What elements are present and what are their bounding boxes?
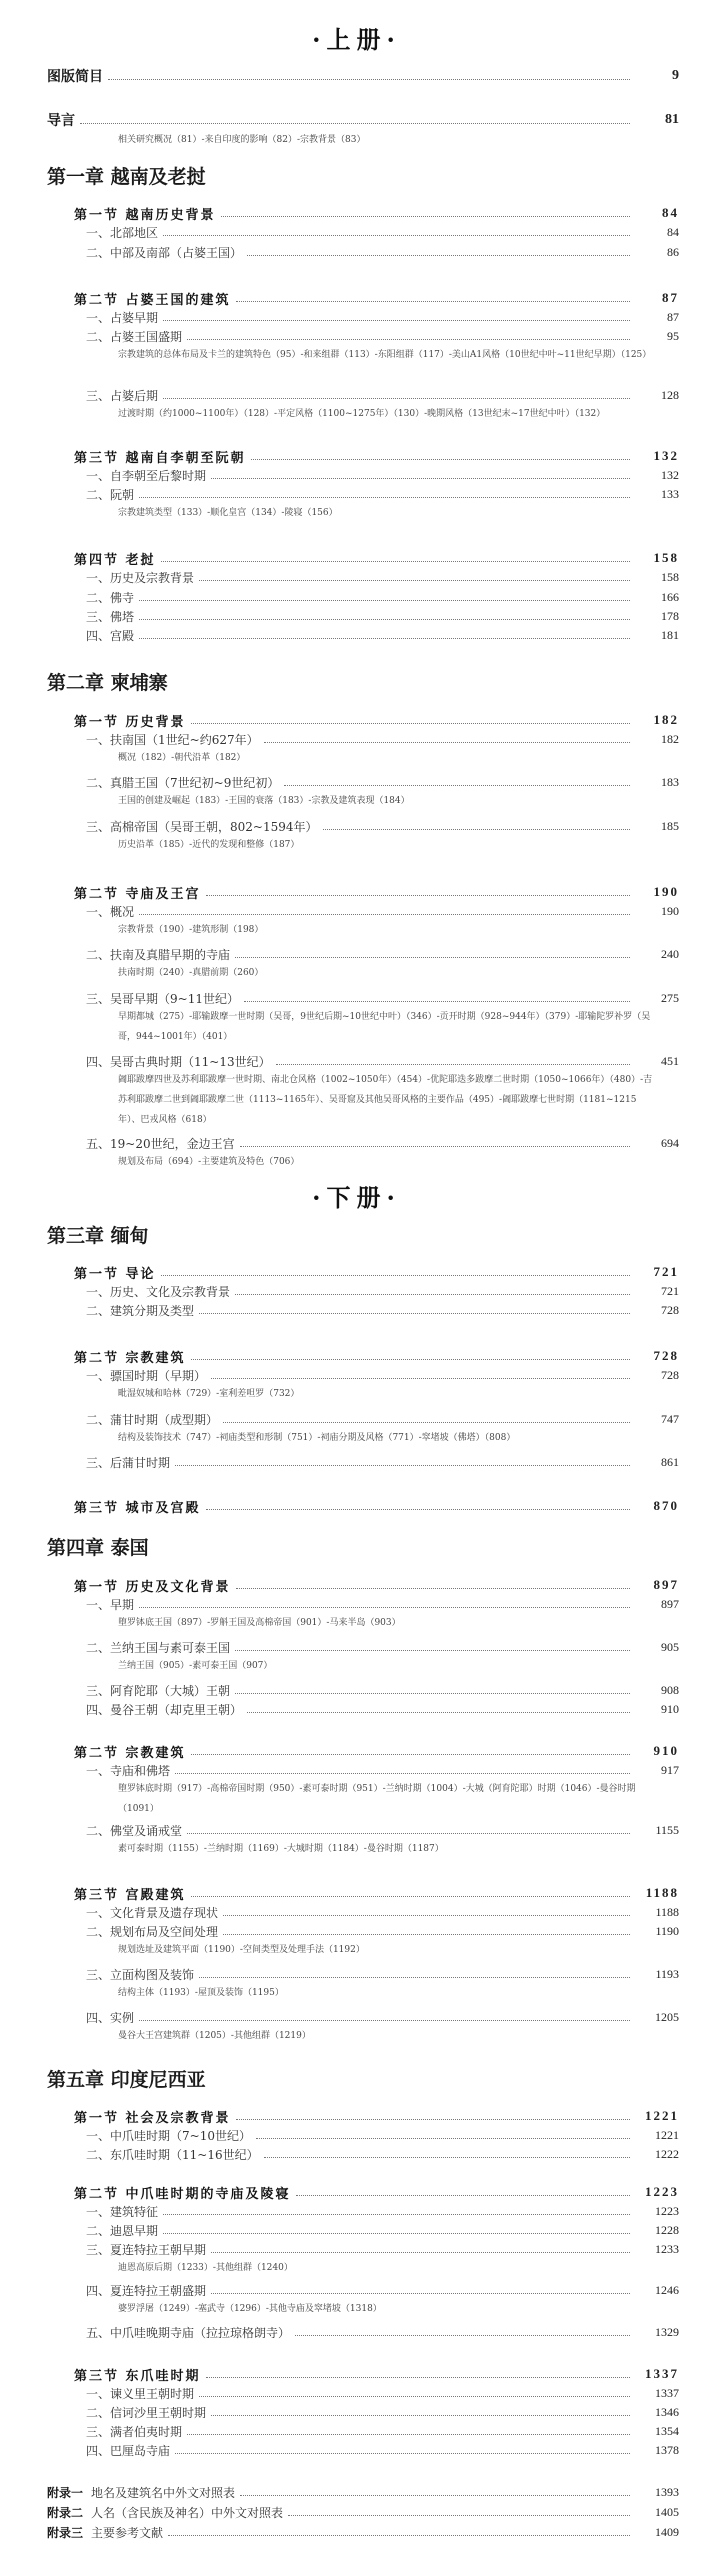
toc-entry-plates[interactable] [47,66,679,86]
subsection-title: 三、阿育陀耶（大城）王朝 [86,1683,231,1698]
section-heading[interactable] [74,1883,679,1903]
entry-title: 图版简目 [47,69,103,85]
subsection-title: 一、占婆早期 [86,310,159,325]
subsection-title: 四、实例 [86,2010,135,2025]
page-number: 728 [661,1367,679,1382]
page-number: 128 [661,387,679,402]
page-number: 1393 [655,2484,679,2499]
subsection-title: 三、满者伯夷时期 [86,2424,183,2439]
entry-note: 宗教建筑类型（133）-顺化皇宫（134）-陵寝（156） [118,508,338,518]
page-number: 183 [661,774,679,789]
page-number: 1329 [655,2324,679,2339]
entry-note: 素可泰时期（1155）-兰纳时期（1169）-大城时期（1184）-曼谷时期（1187） [118,1844,444,1854]
page-number: 861 [661,1454,679,1469]
appendix-title: 人名（含民族及神名）中外文对照表 [91,2505,284,2520]
subsection-title: 二、阮朝 [86,487,135,502]
page-number: 905 [661,1639,679,1654]
subsection-title: 一、建筑特征 [86,2204,159,2219]
entry-note: 阇耶跋摩四世及苏利耶跋摩一世时期、南北仓风格（1002~1050年）（454）-优陀耶迭多跋摩二世时期（1050~1066年）（480）-吉苏利耶跋摩二世到阇耶跋摩二世（1113~1165年）、吴哥窟及其他吴哥风格的主要作品（495）-阇耶跋摩七世时期（1181~1215年）、巴戎风格（618） [118,1075,653,1125]
section-title: 第三节 城市及宫殿 [74,1500,201,1516]
page-number: 84 [667,224,679,239]
section-title: 第三节 越南自李朝至阮朝 [74,450,246,466]
subsection-entry[interactable] [86,2125,679,2145]
page-number: 1337 [655,2385,679,2400]
entry-note: 历史沿革（185）-近代的发现和整修（187） [118,840,300,850]
subsection-title: 四、宫殿 [86,628,135,643]
entry-note: 王国的创建及崛起（183）-王国的衰落（183）-宗教及建筑表现（184） [118,796,410,806]
section-heading[interactable] [74,1262,679,1282]
subsection-title: 二、占婆王国盛期 [86,329,183,344]
subsection-entry[interactable] [86,2383,679,2403]
subsection-title: 一、寺庙和佛塔 [86,1763,171,1778]
entry-note: 迪恩高原后期（1233）-其他组群（1240） [118,2263,293,2273]
subsection-entry[interactable] [86,772,679,792]
section-title: 第二节 占婆王国的建筑 [74,292,231,308]
subsection-title: 三、立面构图及装饰 [86,1967,195,1982]
subsection-title: 二、真腊王国（7世纪初~9世纪初） [86,775,280,790]
chapter-title: 第四章 泰国 [47,1536,149,1559]
subsection-title: 四、曼谷王朝（却克里王朝） [86,1702,243,1717]
page-number: 1221 [645,2108,679,2123]
page-number: 870 [653,1498,679,1513]
section-title: 第一节 社会及宗教背景 [74,2110,231,2126]
subsection-entry[interactable] [86,222,679,242]
entry-note: 早期都城（275）-耶输跋摩一世时期（吴哥，9世纪后期~10世纪中叶）（346）-贡开时期（928~944年）（379）-耶输陀罗补罗（吴哥，944~1001年）（401） [118,1012,651,1042]
section-title: 第一节 历史背景 [74,714,186,730]
entry-note: 扶南时期（240）-真腊前期（260） [118,968,264,978]
subsection-entry[interactable] [86,1964,679,1984]
page-number: 1246 [655,2282,679,2297]
subsection-title: 二、东爪哇时期（11~16世纪） [86,2147,259,2162]
volume-heading-up [0,22,713,52]
section-heading[interactable] [74,1496,679,1516]
subsection-entry[interactable] [86,1281,679,1301]
page-number: 166 [661,589,679,604]
subsection-title: 二、佛寺 [86,590,135,605]
entry-note: 概况（182）-朝代沿革（182） [118,753,246,763]
entry-title: 导言 [47,113,75,129]
page-number: 133 [661,486,679,501]
entry-note: 宗教背景（190）-建筑形制（198） [118,925,264,935]
subsection-title: 一、历史、文化及宗教背景 [86,1284,231,1299]
page-number: 87 [662,290,679,305]
page-number: 1223 [645,2184,679,2199]
subsection-entry[interactable] [86,1680,679,1700]
page-number: 910 [661,1701,679,1716]
entry-note: 婆罗浮屠（1249）-塞武寺（1296）-其他寺庙及窣堵坡（1318） [118,2304,382,2314]
page-number: 897 [653,1577,679,1592]
subsection-title: 一、北部地区 [86,225,159,240]
section-title: 第一节 导论 [74,1266,156,1282]
subsection-title: 二、扶南及真腊早期的寺庙 [86,947,231,962]
subsection-entry[interactable] [86,2421,679,2441]
entry-note: 规划及布局（694）-主要建筑及特色（706） [118,1157,300,1167]
subsection-title: 一、骠国时期（早期） [86,1368,207,1383]
appendix-title: 地名及建筑名中外文对照表 [91,2485,236,2500]
page-number: 178 [661,608,679,623]
section-title: 第四节 老挝 [74,552,156,568]
appendix-entry[interactable] [47,2502,679,2522]
chapter-1-title[interactable] [47,162,679,188]
page-number: 910 [653,1743,679,1758]
subsection-entry[interactable] [86,729,679,749]
page-number: 917 [661,1762,679,1777]
page-number: 81 [665,112,679,127]
volume-title: ·下册· [312,1182,401,1212]
page-number: 190 [661,903,679,918]
section-title: 第二节 寺庙及王宫 [74,886,201,902]
page-number: 728 [653,1348,679,1363]
subsection-entry[interactable] [86,1594,679,1614]
page-number: 181 [661,627,679,642]
chapter-title: 第二章 柬埔寨 [47,671,168,694]
subsection-entry[interactable] [86,307,679,327]
subsection-entry[interactable] [86,2144,679,2164]
subsection-entry[interactable] [86,2322,679,2342]
page-number: 95 [667,328,679,343]
subsection-title: 三、高棉帝国（吴哥王朝，802~1594年） [86,819,318,834]
chapter-title: 第五章 印度尼西亚 [47,2068,206,2091]
subsection-entry[interactable] [86,901,679,921]
page-number: 182 [661,731,679,746]
subsection-entry[interactable] [86,1452,679,1472]
subsection-title: 三、后蒲甘时期 [86,1455,171,1470]
section-heading[interactable] [74,1575,679,1595]
chapter-4-title[interactable] [47,1533,679,1559]
page-number: 897 [661,1596,679,1611]
subsection-title: 一、历史及宗教背景 [86,570,195,585]
page-number: 275 [661,990,679,1005]
toc-entry-intro[interactable] [47,110,679,130]
section-title: 第一节 越南历史背景 [74,207,216,223]
subsection-title: 二、中部及南部（占婆王国） [86,245,243,260]
appendix-label: 附录三 [47,2525,84,2540]
section-title: 第二节 宗教建筑 [74,1350,186,1366]
entry-note: 堕罗钵底王国（897）-罗斛王国及高棉帝国（901）-马来半岛（903） [118,1618,401,1628]
page-number: 908 [661,1682,679,1697]
subsection-entry[interactable] [86,2280,679,2300]
page-number: 1378 [655,2442,679,2457]
subsection-entry[interactable] [86,1699,679,1719]
subsection-title: 三、吴哥早期（9~11世纪） [86,991,239,1006]
page-number: 728 [661,1302,679,1317]
subsection-entry[interactable] [86,1760,679,1780]
subsection-entry[interactable] [86,326,679,346]
subsection-title: 四、夏连特拉王朝盛期 [86,2283,207,2298]
section-heading[interactable] [74,203,679,223]
page-number: 87 [667,309,679,324]
subsection-entry[interactable] [86,988,679,1008]
section-heading[interactable] [74,882,679,902]
subsection-entry[interactable] [86,2402,679,2422]
page-number: 1223 [655,2203,679,2218]
chapter-5-title[interactable] [47,2065,679,2091]
section-title: 第二节 宗教建筑 [74,1745,186,1761]
page-number: 9 [672,68,679,83]
subsection-entry[interactable] [86,2440,679,2460]
page-number: 132 [653,448,679,463]
entry-note: 曼谷大王宫建筑群（1205）-其他组群（1219） [118,2031,311,2041]
subsection-entry[interactable] [86,242,679,262]
page-number: 132 [661,467,679,482]
subsection-entry[interactable] [86,1820,679,1840]
section-heading[interactable] [74,1346,679,1366]
page-number: 694 [661,1135,679,1150]
subsection-entry[interactable] [86,2007,679,2027]
entry-note: 兰纳王国（905）-素可泰王国（907） [118,1661,273,1671]
subsection-entry[interactable] [86,2201,679,2221]
subsection-title: 四、巴厘岛寺庙 [86,2443,171,2458]
chapter-3-title[interactable] [47,1221,679,1247]
subsection-entry[interactable] [86,625,679,645]
subsection-title: 一、扶南国（1世纪~约627年） [86,732,259,747]
subsection-title: 四、吴哥古典时期（11~13世纪） [86,1054,271,1069]
section-heading[interactable] [74,288,679,308]
subsection-title: 二、规划布局及空间处理 [86,1924,219,1939]
subsection-entry[interactable] [86,606,679,626]
subsection-entry[interactable] [86,1902,679,1922]
subsection-entry[interactable] [86,1921,679,1941]
page-number: 1233 [655,2241,679,2256]
page-number: 1405 [655,2504,679,2519]
page-number: 1337 [645,2366,679,2381]
section-title: 第三节 东爪哇时期 [74,2368,201,2384]
entry-note: 相关研究概况（81）-来自印度的影响（82）-宗教背景（83） [118,135,366,145]
section-heading[interactable] [74,548,679,568]
page-number: 1205 [655,2009,679,2024]
page-number: 240 [661,946,679,961]
appendix-label: 附录一 [47,2485,84,2500]
subsection-title: 五、中爪哇晚期寺庙（拉拉琼格朗寺） [86,2325,291,2340]
section-heading[interactable] [74,2364,679,2384]
page-number: 721 [653,1264,679,1279]
subsection-title: 二、兰纳王国与素可泰王国 [86,1640,231,1655]
section-heading[interactable] [74,2106,679,2126]
subsection-entry[interactable] [86,385,679,405]
appendix-entry[interactable] [47,2482,679,2502]
page-number: 1193 [655,1966,679,1981]
page-number: 1221 [655,2127,679,2142]
page-number: 1346 [655,2404,679,2419]
chapter-title: 第三章 缅甸 [47,1224,149,1247]
subsection-entry[interactable] [86,1300,679,1320]
page-number: 1190 [655,1923,679,1938]
page-number: 747 [661,1411,679,1426]
page-number: 158 [661,569,679,584]
subsection-title: 二、迪恩早期 [86,2223,159,2238]
section-title: 第二节 中爪哇时期的寺庙及陵寝 [74,2186,291,2202]
subsection-entry[interactable] [86,567,679,587]
entry-note: 过渡时期（约1000~1100年）（128）-平定风格（1100~1275年）（130）-晚期风格（13世纪末~17世纪中叶）（132） [118,409,606,419]
page-number: 1155 [655,1822,679,1837]
subsection-title: 三、占婆后期 [86,388,159,403]
subsection-entry[interactable] [86,1365,679,1385]
page-number: 721 [661,1283,679,1298]
page-number: 190 [653,884,679,899]
volume-heading-down [0,1180,713,1210]
appendix-entry[interactable] [47,2522,679,2542]
subsection-title: 二、信诃沙里王朝时期 [86,2405,207,2420]
subsection-title: 三、夏连特拉王朝早期 [86,2242,207,2257]
page-number: 158 [653,550,679,565]
section-heading[interactable] [74,2182,679,2202]
page-number: 86 [667,244,679,259]
subsection-entry[interactable] [86,1051,679,1071]
section-heading[interactable] [74,1741,679,1761]
entry-note: 结构主体（1193）-屋顶及装饰（1195） [118,1988,284,1998]
page-number: 451 [661,1053,679,1068]
subsection-title: 一、概况 [86,904,135,919]
entry-note: 毗湿奴城和哈林（729）-室利差呾罗（732） [118,1389,300,1399]
section-heading[interactable] [74,710,679,730]
entry-note: 结构及装饰技术（747）-祠庙类型和形制（751）-祠庙分期及风格（771）-窣堵坡（佛塔）（808） [118,1433,516,1443]
volume-title: ·上册· [312,24,401,54]
subsection-entry[interactable] [86,465,679,485]
entry-note: 规划选址及建筑平面（1190）-空间类型及处理手法（1192） [118,1945,365,1955]
page-number: 1228 [655,2222,679,2237]
subsection-title: 三、佛塔 [86,609,135,624]
subsection-title: 五、19~20世纪，金边王宫 [86,1136,235,1151]
page-number: 185 [661,818,679,833]
appendix-label: 附录二 [47,2505,84,2520]
subsection-entry[interactable] [86,1637,679,1657]
section-title: 第一节 历史及文化背景 [74,1579,231,1595]
subsection-title: 一、自李朝至后黎时期 [86,468,207,483]
subsection-title: 一、文化背景及遗存现状 [86,1905,219,1920]
subsection-entry[interactable] [86,1133,679,1153]
entry-note: 堕罗钵底时期（917）-高棉帝国时期（950）-素可泰时期（951）-兰纳时期（1004）-大城（阿育陀耶）时期（1046）-曼谷时期（1091） [118,1784,636,1814]
subsection-title: 一、谏义里王朝时期 [86,2386,195,2401]
section-title: 第三节 宫殿建筑 [74,1887,186,1903]
subsection-entry[interactable] [86,944,679,964]
appendix-title: 主要参考文献 [91,2525,164,2540]
subsection-title: 二、佛堂及诵戒堂 [86,1823,183,1838]
entry-note: 宗教建筑的总体布局及卡兰的建筑特色（95）-和来组群（113）-东阳组群（117）-美山A1风格（10世纪中叶~11世纪早期）（125） [118,350,652,360]
section-heading[interactable] [74,446,679,466]
page-number: 1188 [645,1885,679,1900]
subsection-title: 二、建筑分期及类型 [86,1303,195,1318]
subsection-entry[interactable] [86,1409,679,1429]
subsection-entry[interactable] [86,2239,679,2259]
page-number: 1354 [655,2423,679,2438]
subsection-title: 一、早期 [86,1597,135,1612]
subsection-title: 二、蒲甘时期（成型期） [86,1412,219,1427]
page-number: 1188 [655,1904,679,1919]
subsection-entry[interactable] [86,2220,679,2240]
page-number: 1222 [655,2146,679,2161]
page-number: 84 [662,205,679,220]
subsection-entry[interactable] [86,484,679,504]
subsection-entry[interactable] [86,816,679,836]
chapter-2-title[interactable] [47,668,679,694]
page-number: 1409 [655,2524,679,2539]
subsection-entry[interactable] [86,587,679,607]
subsection-title: 一、中爪哇时期（7~10世纪） [86,2128,251,2143]
page-number: 182 [653,712,679,727]
chapter-title: 第一章 越南及老挝 [47,165,206,188]
